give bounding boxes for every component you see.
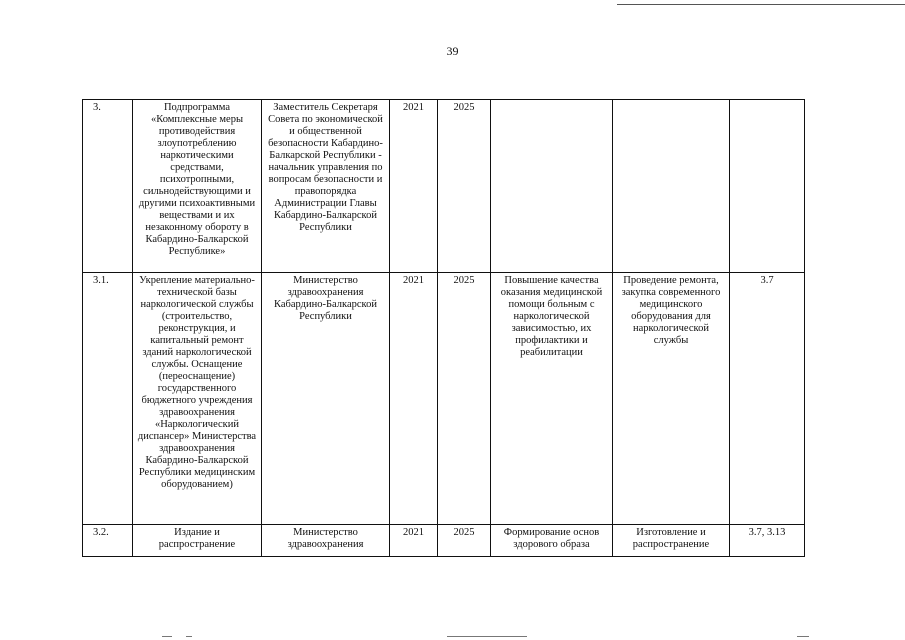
end-year: 2025 xyxy=(438,273,491,525)
start-year: 2021 xyxy=(390,525,438,557)
responsible-executor: Заместитель Секретаря Совета по экономической и общественной безопасности Кабардино-Балкарской Республики - начальник управления по вопросам безопасности и правопорядка Администрации Главы Кабардино-Балкарской Республики xyxy=(262,100,390,273)
responsible-executor: Министерство здравоохранения Кабардино-Балкарской Республики xyxy=(262,273,390,525)
scan-artifacts xyxy=(0,634,905,640)
measure-name: Издание и распространение xyxy=(133,525,262,557)
indicator-link: 3.7, 3.13 xyxy=(730,525,805,557)
measure-name: Подпрограмма «Комплексные меры противодействия злоупотреблению наркотическими средствами, психотропными, сильнодействующими и другими психоактивными веществами и их незаконному обороту в Кабардино-Балкарской Республике» xyxy=(133,100,262,273)
main-activities: Проведение ремонта, закупка современного медицинского оборудования для наркологической службы xyxy=(613,273,730,525)
table-row xyxy=(83,273,805,525)
main-activities: Изготовление и распространение xyxy=(613,525,730,557)
program-table xyxy=(82,99,805,557)
row-number: 3.1. xyxy=(83,273,133,525)
main-activities xyxy=(613,100,730,273)
top-rule xyxy=(617,4,905,5)
responsible-executor: Министерство здравоохранения xyxy=(262,525,390,557)
measure-name: Укрепление материально-технической базы наркологической службы (строительство, реконструкция, и капитальный ремонт зданий наркологической службы. Оснащение (переоснащение) государственного бюджетного учреждения здравоохранения «Наркологический диспансер» Министерства здравоохранения Кабардино-Балкарской Республики медицинским оборудованием) xyxy=(133,273,262,525)
table-row xyxy=(83,525,805,557)
end-year: 2025 xyxy=(438,525,491,557)
expected-result xyxy=(491,100,613,273)
row-number: 3. xyxy=(83,100,133,273)
page-number: 39 xyxy=(446,44,459,58)
start-year: 2021 xyxy=(390,273,438,525)
indicator-link: 3.7 xyxy=(730,273,805,525)
row-number: 3.2. xyxy=(83,525,133,557)
expected-result: Повышение качества оказания медицинской помощи больным с наркологической зависимостью, их профилактики и реабилитации xyxy=(491,273,613,525)
start-year: 2021 xyxy=(390,100,438,273)
expected-result: Формирование основ здорового образа xyxy=(491,525,613,557)
end-year: 2025 xyxy=(438,100,491,273)
table-row xyxy=(83,100,805,273)
indicator-link xyxy=(730,100,805,273)
